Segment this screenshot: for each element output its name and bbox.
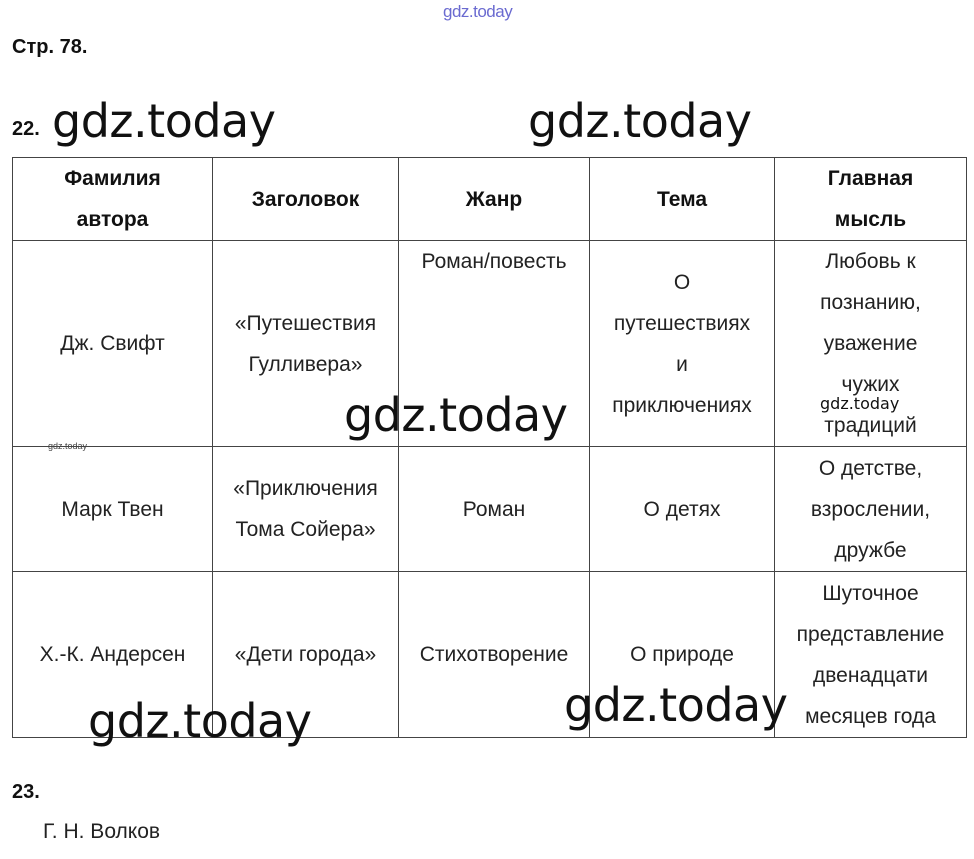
header-theme: Тема [590, 158, 775, 241]
cell-title: «Приключения Тома Сойера» [213, 447, 399, 572]
header-author: Фамилия автора [13, 158, 213, 241]
task-22-number: 22. [12, 118, 40, 140]
cell-author: Марк Твен [13, 447, 213, 572]
task-23-answer: Г. Н. Волков [43, 820, 161, 843]
watermark-7: gdz.today [88, 694, 312, 748]
watermark-1: gdz.today [52, 94, 276, 148]
table-row [13, 447, 967, 572]
header-genre: Жанр [399, 158, 590, 241]
cell-idea: Любовь к познанию, уважение чужих традиций [775, 241, 967, 447]
watermark-5: gdz.today [48, 441, 88, 451]
cell-author: Дж. Свифт [13, 241, 213, 447]
cell-theme: О путешествиях и приключениях [590, 241, 775, 447]
watermark-2: gdz.today [528, 94, 752, 148]
watermark-top: gdz.today [443, 2, 513, 21]
watermark-6: gdz.today [564, 678, 788, 732]
watermark-4: gdz.today [820, 394, 900, 413]
cell-idea: О детстве, взрослении, дружбе [775, 447, 967, 572]
page-reference: Стр. 78. [12, 36, 88, 58]
header-idea: Главная мысль [775, 158, 967, 241]
cell-title: «Путешествия Гулливера» [213, 241, 399, 447]
table-header-row [13, 158, 967, 241]
cell-theme: О природе [590, 572, 775, 738]
cell-idea: Шуточное представление двенадцати месяцев года [775, 572, 967, 738]
header-title: Заголовок [213, 158, 399, 241]
cell-genre: Стихотворение [399, 572, 590, 738]
task-23-number: 23. [12, 781, 40, 803]
watermark-3: gdz.today [344, 388, 568, 442]
cell-theme: О детях [590, 447, 775, 572]
cell-author: Х.-К. Андерсен [13, 572, 213, 738]
cell-title: «Дети города» [213, 572, 399, 738]
literature-table [12, 157, 967, 738]
cell-genre: Роман [399, 447, 590, 572]
cell-genre: Роман/повесть [399, 241, 590, 447]
